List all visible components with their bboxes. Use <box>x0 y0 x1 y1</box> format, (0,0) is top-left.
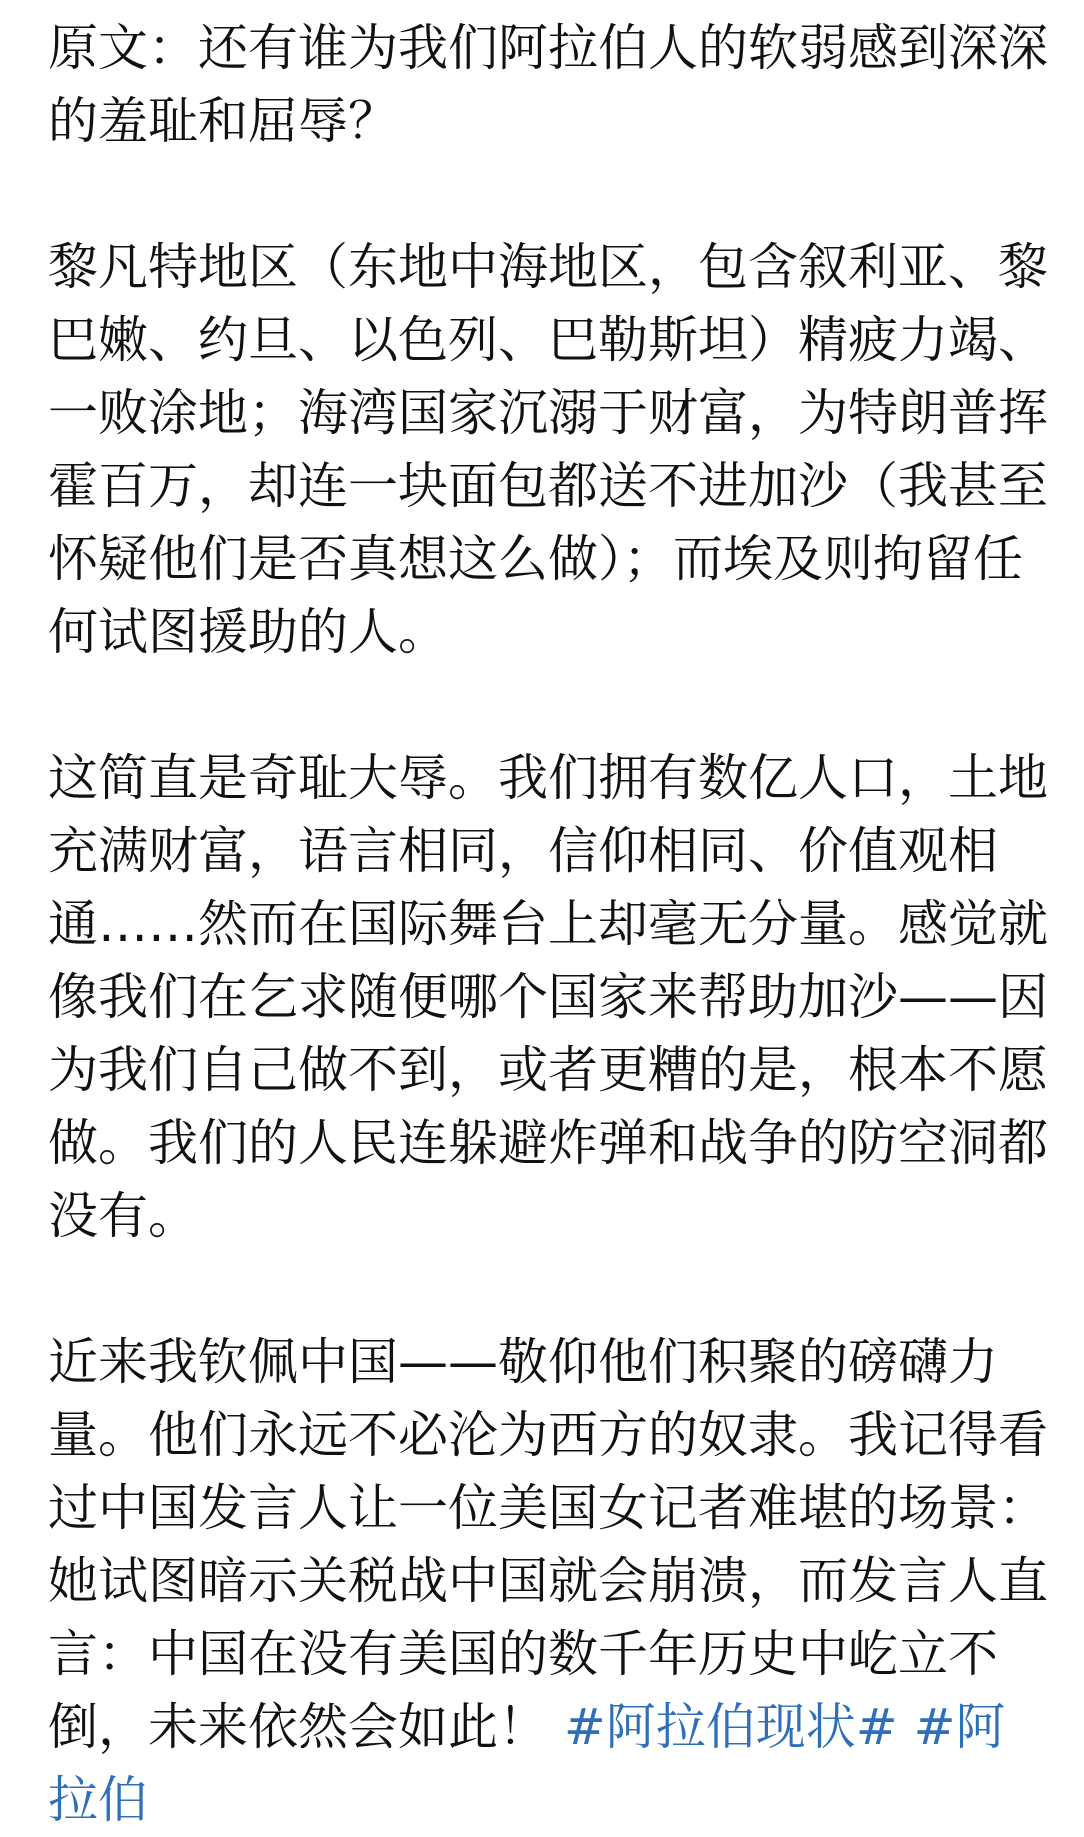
post-paragraph-4-text: 近来我钦佩中国——敬仰他们积聚的磅礴力量。他们永远不必沦为西方的奴隶。我记得看过中国发言人让一位美国女记者难堪的场景：她试图暗示关税战中国就会崩溃，而发言人直言：中国在没有美国的数千年历史中屹立不倒，未来依然会如此！ <box>48 1333 1048 1756</box>
post-paragraph-3: 这简直是奇耻大辱。我们拥有数亿人口，土地充满财富，语言相同，信仰相同、价值观相通……然而在国际舞台上却毫无分量。感觉就像我们在乞求随便哪个国家来帮助加沙——因为我们自己做不到，或者更糟的是，根本不愿做。我们的人民连躲避炸弹和战争的防空洞都没有。 <box>48 749 1048 1245</box>
post-paragraph-2: 黎凡特地区（东地中海地区，包含叙利亚、黎巴嫩、约旦、以色列、巴勒斯坦）精疲力竭、一败涂地；海湾国家沉溺于财富，为特朗普挥霍百万，却连一块面包都送不进加沙（我甚至怀疑他们是否真想这么做）；而埃及则拘留任何试图援助的人。 <box>48 238 1048 661</box>
hashtag-arab[interactable]: #阿拉伯 <box>48 1698 1006 1829</box>
hashtag-arab-status[interactable]: #阿拉伯现状# <box>563 1698 898 1756</box>
post-paragraph-1: 原文：还有谁为我们阿拉伯人的软弱感到深深的羞耻和屈辱？ <box>48 19 1048 150</box>
post-body <box>48 12 1048 1837</box>
post-paragraph-4 <box>48 1326 1048 1837</box>
